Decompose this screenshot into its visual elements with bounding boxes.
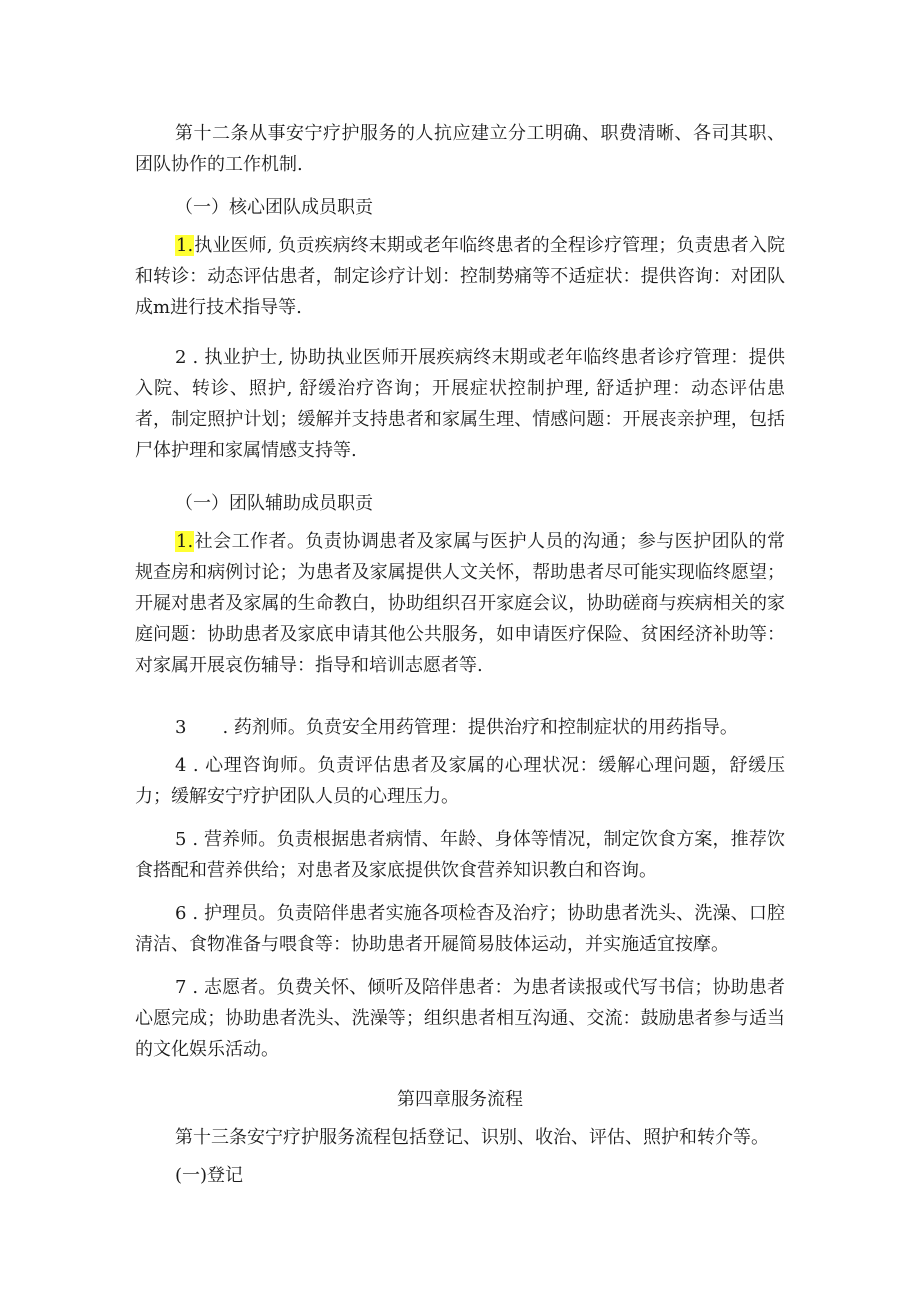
aux-team-item-3: 3 . 药剂师。负贲安全用药管理：提供治疗和控制症状的用药指导。: [175, 717, 738, 738]
aux-team-item-1-text: 社会工作者。负责协调患者及家属与医护人员的沟通；参与医护团队的常规查房和病例讨论；为患者及家属提供人文关怀，帮助患者尽可能实现临终愿望；开屣对患者及家属的生命教白，协助组织召开家庭会议，协助磋商与疾病相关的家庭问题：协助患者及家底申请其他公共服务，如申请医疗保险、贫困经济补助等：对家属开展哀伤辅导：指导和培训志愿者等.: [135, 531, 785, 676]
aux-team-heading: （一）团队辅助成员职贡: [175, 493, 373, 514]
highlighted-item-number: 1.: [176, 235, 194, 256]
aux-team-item-7: 7 . 志愿者。负费关怀、倾听及陪伴患者：为患者读报或代写书信；协助患者心愿完成；协助患者洗头、洗澡等；组织患者相互沟通、交流：鼓励患者参与适当的文化娱乐活动。: [135, 977, 785, 1060]
registration-subheading: (一)登记: [175, 1165, 244, 1186]
highlighted-item-number: 1.: [176, 531, 194, 552]
aux-team-item-5: 5 . 营养师。负责根据患者病情、年龄、身体等情况，制定饮食方案，推荐饮食搭配和营养供给；对患者及家底提供饮食营养知识教白和咨询。: [135, 829, 785, 881]
article-13-paragraph: 第十三条安宁疗护服务流程包括登记、识别、收治、评估、照护和转介等。: [175, 1127, 769, 1148]
aux-team-item-6: 6 . 护理员。负责陪伴患者实施各项检杳及治疗；协助患者洗头、洗澡、口腔清洁、食物准备与喂食等：协助患者开屣简易肢体运动，并实施适宜按摩。: [135, 903, 785, 955]
core-team-heading: （一）核心团队成员职贡: [175, 197, 373, 218]
core-team-item-1: [135, 230, 785, 323]
aux-team-item-1: [135, 526, 785, 681]
article-12-paragraph: 第十二条从事安宁疗护服务的人抗应建立分工明确、职费清晰、各司其职、团队协作的工作机制.: [135, 123, 785, 175]
core-team-item-1-text: 执业医师, 负贡疾病终末期或老年临终患者的全程诊疗管理；负责患者入院和转诊：动态评估患者，制定诊疗计划：控制势痛等不适症状：提供咨询：对团队成m进行技术指导等.: [135, 235, 785, 318]
aux-team-item-4: 4 . 心理咨询师。负责评估患者及家属的心理状况：缓解心理问题，舒缓压力；缓解安宁疗护团队人员的心理压力。: [135, 755, 785, 807]
chapter-4-title: 第四章服务流程: [397, 1089, 523, 1110]
core-team-item-2: 2 . 执业护士, 协助执业医师开展疾病终末期或老年临终患者诊疗管理：提供入院、转诊、照护, 舒缓治疗咨询；开展症状控制护理, 舒适护理：动态评估患者，制定照护计划；缓解并支持患者和家属生理、情感问题：开展丧亲护理，包括尸体护理和家属情感支持等.: [135, 347, 785, 461]
